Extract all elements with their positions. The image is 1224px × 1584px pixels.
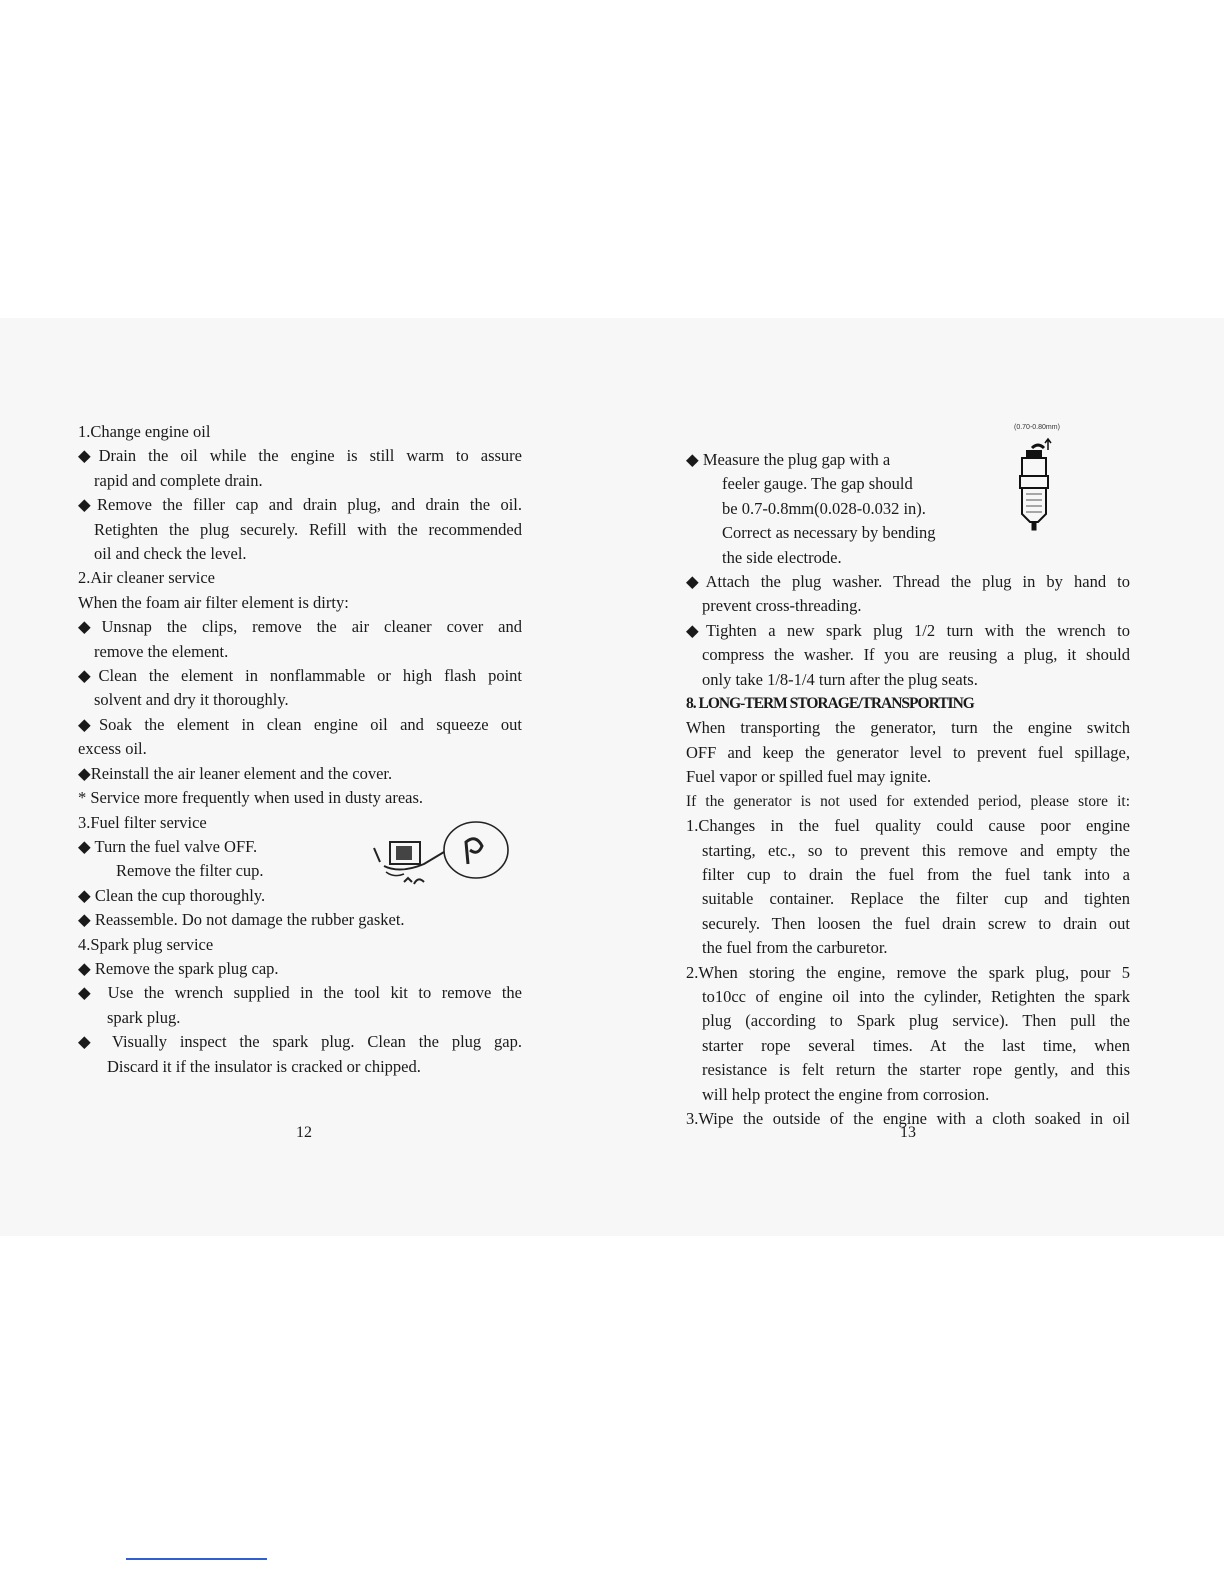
text-line: suitable container. Replace the filter cup and tighten	[702, 889, 1130, 909]
text-line: rapid and complete drain.	[94, 470, 263, 490]
text-line: securely. Then loosen the fuel drain screw to drain out	[702, 913, 1130, 933]
text-line: resistance is felt return the starter rope gently, and this	[702, 1060, 1130, 1080]
spark-plug-illustration	[1012, 434, 1056, 544]
text-line: ◆ Remove the spark plug cap.	[78, 958, 279, 978]
text-line: If the generator is not used for extended period, please store it:	[686, 792, 1130, 810]
page-number: 13	[900, 1124, 916, 1141]
text-line: feeler gauge. The gap should	[722, 474, 913, 494]
text-line: ◆Remove the filler cap and drain plug, and drain the oil.	[78, 495, 522, 515]
text-line: filter cup to drain the fuel from the fuel tank into a	[702, 864, 1130, 884]
text-line: 3.Fuel filter service	[78, 812, 207, 832]
text-line: 2.When storing the engine, remove the spark plug, pour 5	[686, 962, 1130, 982]
fuel-filter-illustration	[368, 818, 512, 890]
text-line: * Service more frequently when used in dusty areas.	[78, 788, 424, 808]
text-line: excess oil.	[78, 739, 147, 759]
text-line: 3.Wipe the outside of the engine with a cloth soaked in oil	[686, 1108, 1130, 1128]
text-line: ◆ Clean the cup thoroughly.	[78, 885, 266, 905]
text-line: will help protect the engine from corrosion.	[702, 1084, 990, 1104]
text-line: Retighten the plug securely. Refill with the recommended	[94, 519, 522, 539]
text-line: the side electrode.	[722, 547, 842, 567]
text-line: ◆ Reassemble. Do not damage the rubber gasket.	[78, 910, 405, 930]
text-line: Discard it if the insulator is cracked or chipped.	[107, 1056, 421, 1076]
text-line: OFF and keep the generator level to prevent fuel spillage,	[686, 742, 1130, 762]
text-line: When transporting the generator, turn the engine switch	[686, 718, 1130, 738]
spark-plug-gap-label: (0.70-0.80mm)	[1014, 424, 1060, 431]
text-line: Remove the filter cup.	[116, 861, 264, 881]
text-line: 2.Air cleaner service	[78, 568, 215, 588]
text-line: starter rope several times. At the last time, when	[702, 1035, 1130, 1055]
text-line: plug (according to Spark plug service). Then pull the	[702, 1011, 1130, 1031]
text-line: ◆Attach the plug washer. Thread the plug in by hand to	[686, 572, 1130, 592]
text-line: ◆Tighten a new spark plug 1/2 turn with the wrench to	[686, 620, 1130, 640]
text-line: ◆Drain the oil while the engine is still warm to assure	[78, 446, 522, 466]
section-heading: 8. LONG-TERM STORAGE/TRANSPORTING	[686, 695, 974, 713]
text-line: ◆Soak the element in clean engine oil and squeeze out	[78, 714, 522, 734]
text-line: ◆Reinstall the air leaner element and the cover.	[78, 763, 393, 783]
text-line: compress the washer. If you are reusing a plug, it should	[702, 645, 1130, 665]
page-number: 12	[296, 1124, 312, 1141]
text-line: starting, etc., so to prevent this remove and empty the	[702, 840, 1130, 860]
text-line: ◆ Visually inspect the spark plug. Clean the plug gap.	[78, 1032, 522, 1052]
text-line: Correct as necessary by bending	[722, 523, 936, 543]
text-line: ◆ Turn the fuel valve OFF.	[78, 836, 258, 856]
text-line: prevent cross-threading.	[702, 596, 862, 616]
text-line: spark plug.	[107, 1007, 181, 1027]
text-line: the fuel from the carburetor.	[702, 938, 888, 958]
text-line: 4.Spark plug service	[78, 934, 214, 954]
divider-line	[126, 1558, 267, 1560]
text-line: Fuel vapor or spilled fuel may ignite.	[686, 767, 932, 787]
text-line: ◆ Use the wrench supplied in the tool kit to remove the	[78, 983, 522, 1003]
text-line: to10cc of engine oil into the cylinder, Retighten the spark	[702, 986, 1130, 1006]
text-line: remove the element.	[94, 641, 229, 661]
text-line: 1.Changes in the fuel quality could cause poor engine	[686, 816, 1130, 836]
right-page	[686, 448, 1130, 1131]
text-line: ◆Clean the element in nonflammable or high flash point	[78, 666, 522, 686]
text-line: When the foam air filter element is dirty:	[78, 592, 349, 612]
left-page	[78, 420, 522, 1079]
text-line: ◆ Measure the plug gap with a	[686, 450, 891, 469]
text-line: be 0.7-0.8mm(0.028-0.032 in).	[722, 498, 926, 518]
text-line: oil and check the level.	[94, 544, 247, 564]
text-line: 1.Change engine oil	[78, 422, 211, 441]
text-line: ◆Unsnap the clips, remove the air cleaner cover and	[78, 617, 522, 637]
text-line: only take 1/8-1/4 turn after the plug seats.	[702, 669, 978, 689]
text-line: solvent and dry it thoroughly.	[94, 690, 289, 710]
